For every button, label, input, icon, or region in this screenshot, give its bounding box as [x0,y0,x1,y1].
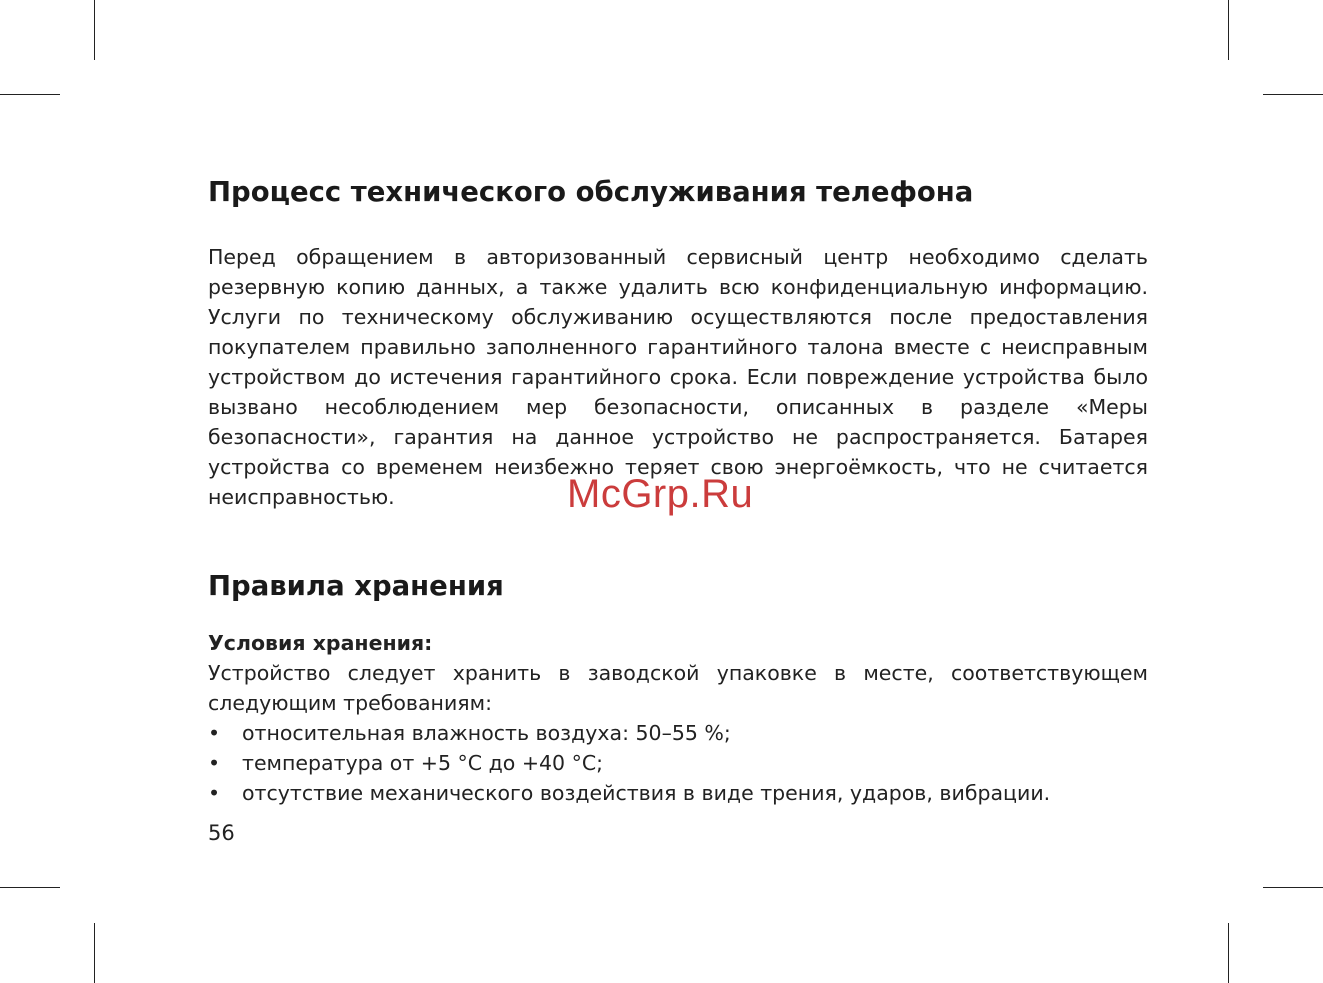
crop-mark-bottom-right-horizontal [1263,887,1323,888]
maintenance-paragraph: Перед обращением в авторизованный сервисный центр необходимо сделать резервную копию данных, а также удалить всю конфиденциальную информацию. Услуги по техническому обслуживанию осуществляются после предоставления покупателем правильно заполненного гарантийного талона вместе с неисправным устройством до истечения гарантийного срока. Если повреждение устройства было вызвано несоблюдением мер безопасности, описанных в разделе «Меры безопасности», гарантия на данное устройство не распространяется. Батарея устройства со временем неизбежно теряет свою энергоёмкость, что не считается неисправностью. [208,245,1148,509]
bullet-icon: • [208,781,221,805]
bullet-icon: • [208,721,221,745]
storage-intro: Устройство следует хранить в заводской упаковке в месте, соответствующем следующим требованиям: [208,661,1148,715]
list-item [208,718,1148,748]
section-title-maintenance: Процесс технического обслуживания телефона [208,176,974,208]
storage-requirements-list [208,718,1148,808]
list-item [208,748,1148,778]
requirement-temperature: температура от +5 °С до +40 °С; [242,751,604,775]
crop-mark-bottom-left-vertical [94,923,95,983]
storage-conditions-subheading: Условия хранения: [208,631,433,655]
crop-mark-bottom-right-vertical [1228,923,1229,983]
bullet-icon: • [208,751,221,775]
crop-mark-top-right-vertical [1228,0,1229,60]
watermark-logo: McGrp.Ru [567,472,754,516]
crop-mark-top-left-vertical [94,0,95,60]
page-number: 56 [208,821,235,845]
list-item [208,778,1148,808]
requirement-humidity: относительная влажность воздуха: 50–55 %; [242,721,731,745]
crop-mark-bottom-left-horizontal [0,887,60,888]
requirement-no-mechanical-impact: отсутствие механического воздействия в виде трения, ударов, вибрации. [242,781,1051,805]
section-title-storage: Правила хранения [208,570,504,602]
crop-mark-top-left-horizontal [0,94,60,95]
crop-mark-top-right-horizontal [1263,94,1323,95]
